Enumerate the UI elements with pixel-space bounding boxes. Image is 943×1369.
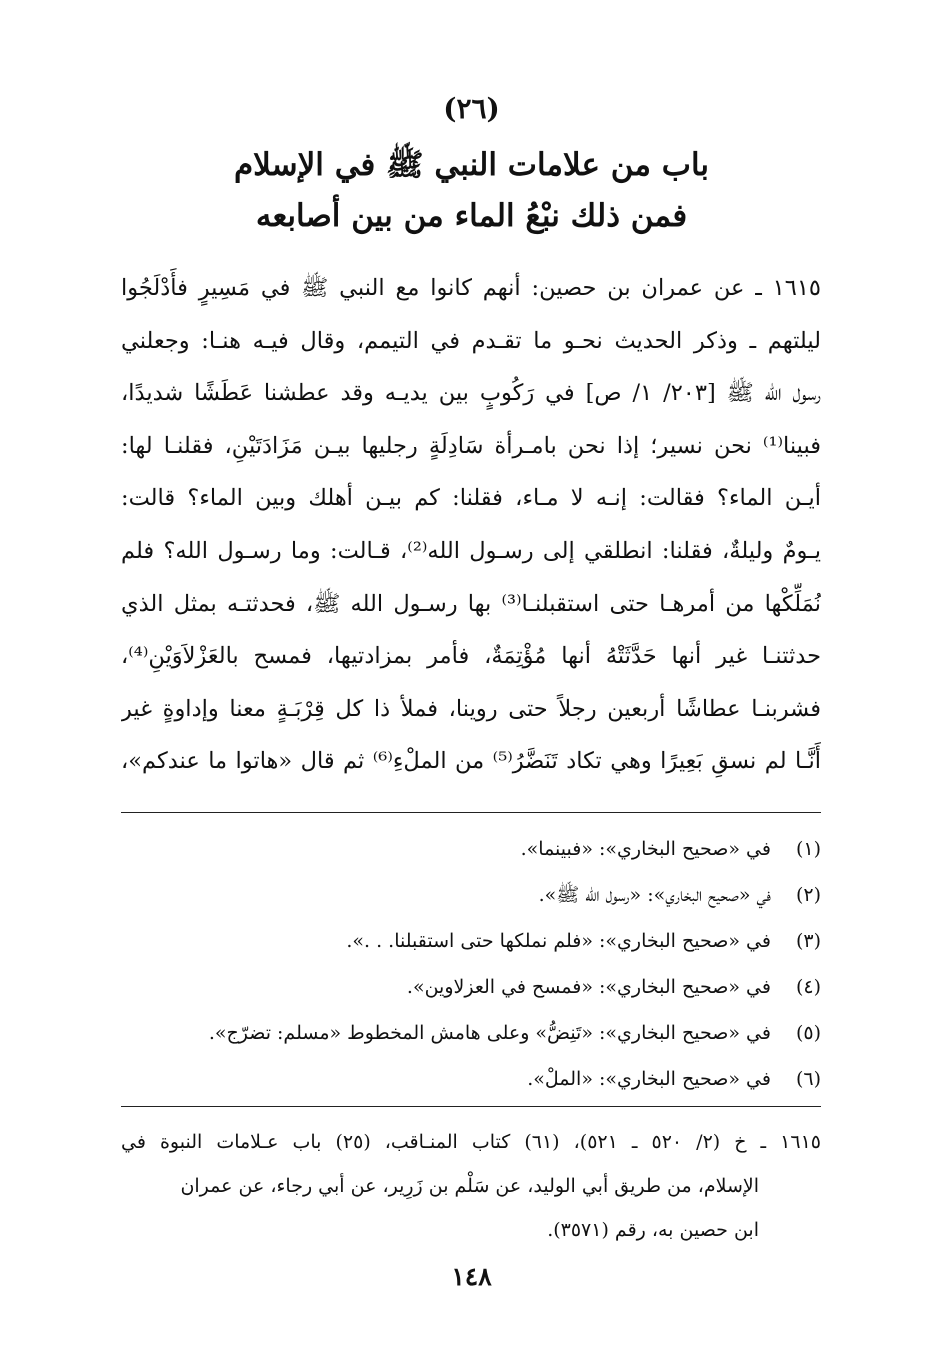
source-line: ١٦١٥ ـ خ (٢/ ٥٢٠ ـ ٥٢١)، (٦١) كتاب المنـاقب، (٢٥) باب عـلامات النبوة في [121, 1131, 821, 1153]
footnote-text: في «صحيح البخاري»: «فلم نملكها حتى استقبلنا. . .». [346, 930, 771, 952]
footnote-item [121, 1010, 821, 1056]
footnote-number: (٦) [795, 1068, 821, 1090]
footnote-item [121, 964, 821, 1010]
hadith-line: فبينا⁽¹⁾ نحن نسير؛ إذا نحن بامـرأة سَادِلَةٍ رجليها بيـن مَزَادَتَيْنِ، فقلنـا لها: [121, 432, 821, 459]
footnotes-divider [121, 812, 821, 813]
footnote-text: في «صحيح البخاري»: «الملْ». [527, 1068, 771, 1090]
hadith-line: أَنَّـا لم نسقِ بَعِيرًا وهي تكاد تَنَضَّرُ⁽⁵⁾ من الملْءِ⁽⁶⁾ ثم قال «هاتوا ما عندكم»، [121, 748, 821, 775]
source-divider [121, 1106, 821, 1107]
hadith-line: حدثتنـا غير أنها حَدَّثَتْهُ أنها مُؤْتِمَةٌ، فأمر بمزادتيها، فمسح بالعَزْلاَوَيْنِ⁽⁴⁾، [121, 643, 821, 670]
footnote-item [121, 872, 821, 918]
footnote-text: في «صحيح البخاري»: «تَنِضُّ» وعلى هامش المخطوط «مسلم: تضرّج». [208, 1022, 771, 1044]
footnote-text: في «صحيح البخاري»: «رسول الله ﷺ». [538, 884, 771, 906]
footnote-number: (١) [795, 838, 821, 860]
footnote-item [121, 826, 821, 872]
chapter-subtitle: فمن ذلك نبْعُ الماء من بين أصابعه [255, 198, 688, 234]
footnote-number: (٤) [795, 976, 821, 998]
hadith-line: نُمَلِّكْها من أمرهـا حتى استقبلنـا⁽³⁾ بها رسـول الله ﷺ، فحدثتـه بمثل الذي [121, 590, 821, 617]
source-line: ابن حصين به، رقم (٣٥٧١). [547, 1219, 759, 1241]
footnote-item [121, 918, 821, 964]
footnote-text: في «صحيح البخاري»: «فمسح في العزلاوين». [406, 976, 771, 998]
chapter-title: باب من علامات النبي ﷺ في الإسلام [233, 147, 710, 183]
footnote-number: (٣) [795, 930, 821, 952]
hadith-line: رسول الله ﷺ [٢٠٣/ ١/ ص] في رَكُوبٍ بين يديـه وقد عطشنا عَطَشًا شديدًا، [121, 380, 821, 407]
hadith-text [121, 262, 821, 788]
hadith-line: ١٦١٥ ـ عن عمران بن حصين: أنهم كانوا مع النبي ﷺ في مَسِيرٍ فأَدْلَجُوا [121, 275, 821, 301]
footnote-text: في «صحيح البخاري»: «فبينما». [520, 838, 771, 860]
source-reference [121, 1120, 821, 1252]
hadith-line: ليلتهم ـ وذكر الحديث نحـو ما تقـدم في التيمم، وقال فيـه هنـا: وجعلني [121, 327, 821, 354]
footnote-number: (٢) [795, 884, 821, 906]
footnote-number: (٥) [795, 1022, 821, 1044]
footnotes-list [121, 826, 821, 1102]
hadith-line: يـومٌ وليلةٌ، فقلنا: انطلقي إلى رسـول الله⁽²⁾، قـالت: وما رسـول الله؟ فلم [121, 537, 821, 564]
hadith-line: فشربنـا عطاشًا أربعين رجلاً حتى روينا، فملأ ذا كل قِرْبَـةٍ معنا وإداوةٍ غير [121, 695, 821, 722]
footnote-item [121, 1056, 821, 1102]
page-number: ١٤٨ [451, 1262, 492, 1291]
chapter-number: (٢٦) [443, 92, 500, 125]
source-line: الإسلام، من طريق أبي الوليد، عن سَلْم بن زَرِير، عن أبي رجاء، عن عمران [180, 1175, 759, 1197]
hadith-line: أيـن الماء؟ فقالت: إنـه لا مـاء، فقلنا: كم بيـن أهلك وبين الماء؟ قالت: [121, 485, 821, 512]
